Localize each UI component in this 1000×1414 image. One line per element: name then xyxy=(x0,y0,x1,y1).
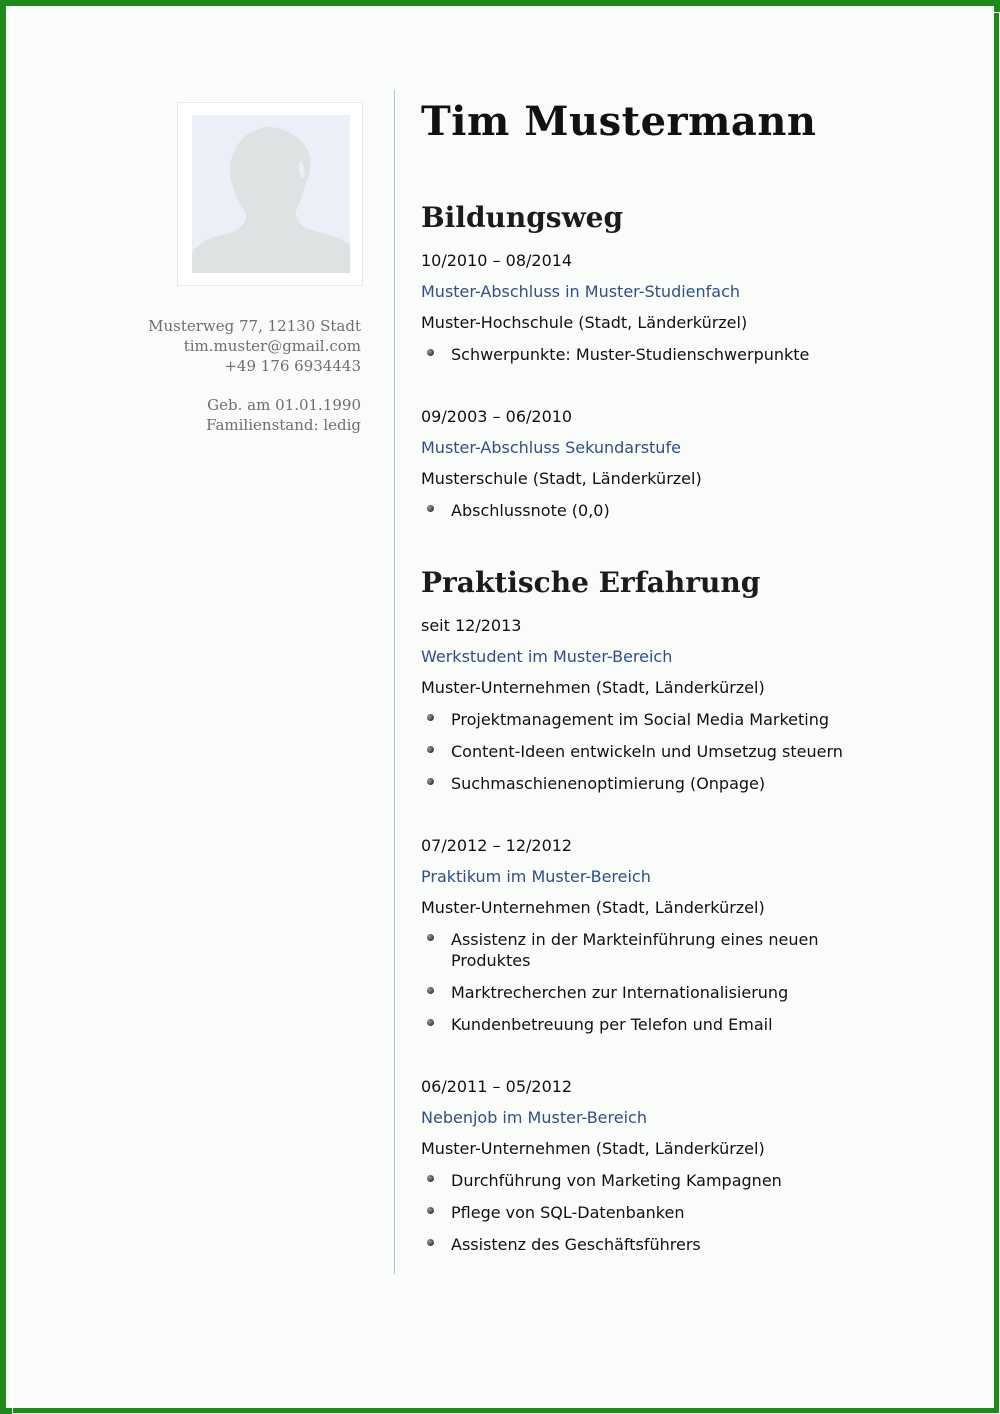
list-item: Projektmanagement im Social Media Marketing xyxy=(421,709,861,730)
list-item: Pflege von SQL-Datenbanken xyxy=(421,1202,861,1223)
bullet-icon xyxy=(427,934,434,941)
entry-date: 07/2012 – 12/2012 xyxy=(421,836,573,855)
contact-phone: +49 176 6934443 xyxy=(224,357,361,375)
bullet-icon xyxy=(427,505,434,512)
list-item: Assistenz in der Markteinführung eines neuen Produktes xyxy=(421,929,831,971)
entry-date: 06/2011 – 05/2012 xyxy=(421,1077,573,1096)
bullet-icon xyxy=(427,1239,434,1246)
entry-org: Muster-Unternehmen (Stadt, Länderkürzel) xyxy=(421,898,765,917)
main-content xyxy=(421,96,861,1255)
list-item: Content-Ideen entwickeln und Umsetzug steuern xyxy=(421,741,861,762)
bullet-icon xyxy=(427,987,434,994)
bullet-icon xyxy=(427,1175,434,1182)
entry-org: Muster-Hochschule (Stadt, Länderkürzel) xyxy=(421,313,748,332)
bullet-icon xyxy=(427,349,434,356)
contact-marital: Familienstand: ledig xyxy=(206,416,361,434)
bullet-icon xyxy=(427,714,434,721)
contact-block xyxy=(106,316,361,435)
contact-email: tim.muster@gmail.com xyxy=(183,337,361,355)
list-item: Suchmaschienenoptimierung (Onpage) xyxy=(421,773,861,794)
bullet-icon xyxy=(427,746,434,753)
list-item: Assistenz des Geschäftsführers xyxy=(421,1234,861,1255)
entry-bullets xyxy=(421,929,861,1035)
entry-org: Muster-Unternehmen (Stadt, Länderkürzel) xyxy=(421,678,765,697)
person-name: Tim Mustermann xyxy=(421,98,817,145)
experience-entry xyxy=(421,835,861,1035)
entry-bullets xyxy=(421,709,861,794)
entry-org: Muster-Unternehmen (Stadt, Länderkürzel) xyxy=(421,1139,765,1158)
section-title-education: Bildungsweg xyxy=(421,201,624,234)
entry-org: Musterschule (Stadt, Länderkürzel) xyxy=(421,469,702,488)
education-entry xyxy=(421,406,861,521)
entry-bullets xyxy=(421,1170,861,1255)
bullet-icon xyxy=(427,1019,434,1026)
entry-role: Muster-Abschluss Sekundarstufe xyxy=(421,438,681,457)
contact-address: Musterweg 77, 12130 Stadt xyxy=(148,317,361,335)
list-item: Abschlussnote (0,0) xyxy=(421,500,861,521)
entry-date: 10/2010 – 08/2014 xyxy=(421,251,573,270)
contact-birth: Geb. am 01.01.1990 xyxy=(207,396,361,414)
entry-role: Muster-Abschluss in Muster-Studienfach xyxy=(421,282,741,301)
section-title-experience: Praktische Erfahrung xyxy=(421,566,761,599)
list-item: Kundenbetreuung per Telefon und Email xyxy=(421,1014,861,1035)
bullet-icon xyxy=(427,778,434,785)
entry-bullets xyxy=(421,500,861,521)
list-item: Schwerpunkte: Muster-Studienschwerpunkte xyxy=(421,344,861,365)
entry-date: 09/2003 – 06/2010 xyxy=(421,407,573,426)
profile-photo-placeholder xyxy=(192,115,350,273)
entry-bullets xyxy=(421,344,861,365)
list-item: Marktrecherchen zur Internationalisierung xyxy=(421,982,861,1003)
column-divider xyxy=(394,90,395,1274)
bullet-icon xyxy=(427,1207,434,1214)
entry-date: seit 12/2013 xyxy=(421,616,522,635)
list-item: Durchführung von Marketing Kampagnen xyxy=(421,1170,861,1191)
experience-entry xyxy=(421,1076,861,1255)
entry-role: Werkstudent im Muster-Bereich xyxy=(421,647,673,666)
person-silhouette-icon xyxy=(192,115,350,273)
education-entry xyxy=(421,250,861,365)
entry-role: Nebenjob im Muster-Bereich xyxy=(421,1108,647,1127)
experience-entry xyxy=(421,615,861,794)
photo-frame xyxy=(177,102,363,286)
entry-role: Praktikum im Muster-Bereich xyxy=(421,867,651,886)
